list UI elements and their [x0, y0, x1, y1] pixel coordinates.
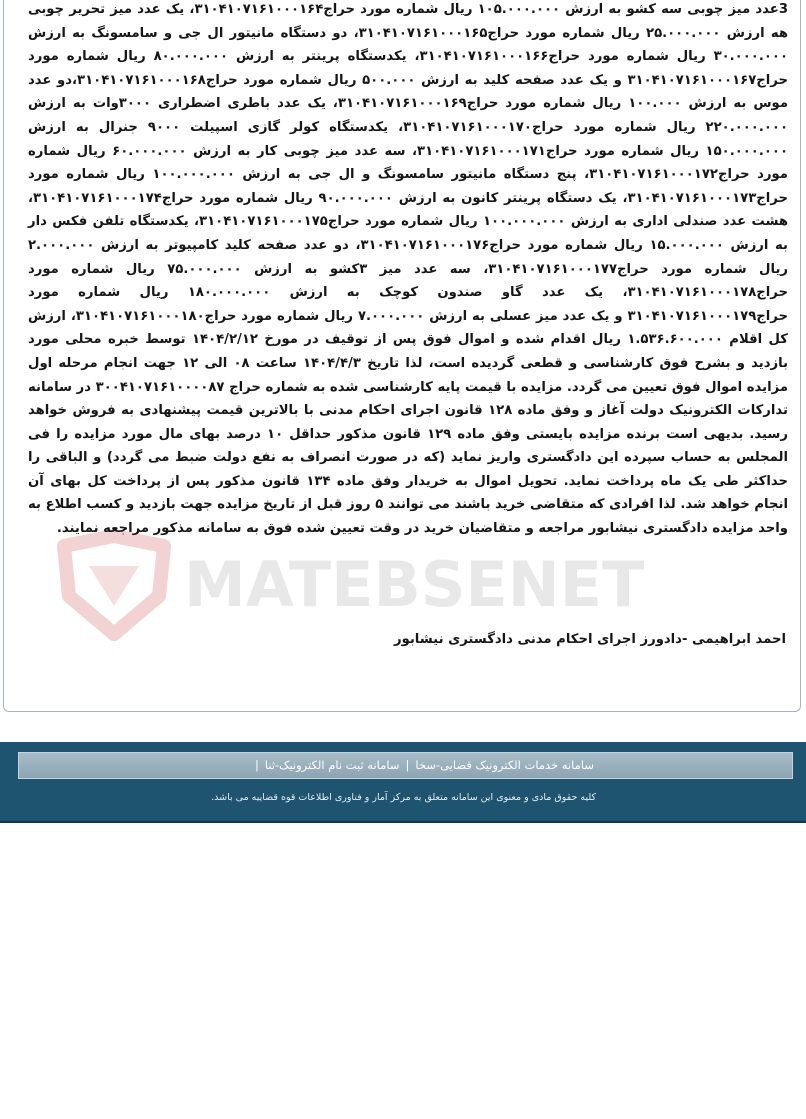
footer-copyright: کلیه حقوق مادی و معنوی این سامانه متعلق به مرکز آمار و فناوری اطلاعات قوه قضاییه می باشد. [211, 792, 596, 803]
footer-separator-end: | [254, 758, 259, 772]
footer-separator: | [405, 758, 410, 772]
watermark-shield-icon [64, 536, 164, 634]
site-footer [0, 742, 806, 823]
notice-body: 3عدد میز چوبی سه کشو به ارزش ۱۰۵.۰۰۰.۰۰۰ ریال شماره مورد حراج۳۱۰۴۱۰۷۱۶۱۰۰۰۱۶۴، یک عدد میز تحریر چوبی هه ارزش ۲۵.۰۰۰.۰۰۰ ریال شماره مورد حراج۳۱۰۴۱۰۷۱۶۱۰۰۰۱۶۵، دو دستگاه مانیتور ال جی و سامسونگ به ارزش ۳۰.۰۰۰.۰۰۰ ریال شماره مورد حراج۳۱۰۴۱۰۷۱۶۱۰۰۰۱۶۶، یکدستگاه پرینتر به ارزش ۸۰.۰۰۰.۰۰۰ ریال شماره مورد حراج۳۱۰۴۱۰۷۱۶۱۰۰۰۱۶۷ و یک عدد صفحه کلید به ارزش ۵۰۰.۰۰۰ ریال شماره مورد حراج۳۱۰۴۱۰۷۱۶۱۰۰۰۱۶۸،دو عدد موس به ارزش ۱۰۰.۰۰۰ ریال شماره مورد حراج۳۱۰۴۱۰۷۱۶۱۰۰۰۱۶۹، یک عدد باطری اضطراری ۳۰۰۰وات به ارزش ۲۲۰.۰۰۰.۰۰۰ ریال شماره مورد حراج۳۱۰۴۱۰۷۱۶۱۰۰۰۱۷۰، یکدستگاه کولر گازی اسپیلت ۹۰۰۰ جنرال به ارزش ۱۵۰.۰۰۰.۰۰۰ ریال شماره مورد حراج۳۱۰۴۱۰۷۱۶۱۰۰۰۱۷۱، سه عدد میز چوبی کار به ارزش ۶۰.۰۰۰.۰۰۰ ریال شماره مورد حراج۳۱۰۴۱۰۷۱۶۱۰۰۰۱۷۲، پنج دستگاه مانیتور سامسونگ و ال جی به ارزش ۱۰۰.۰۰۰.۰۰۰ ریال شماره مورد حراج۳۱۰۴۱۰۷۱۶۱۰۰۰۱۷۳، یک دستگاه پرینتر کانون به ارزش ۹۰.۰۰۰.۰۰۰ ریال شماره مورد حراج۳۱۰۴۱۰۷۱۶۱۰۰۰۱۷۴، هشت عدد صندلی اداری به ارزش ۱۰۰.۰۰۰.۰۰۰ ریال شماره مورد حراج۳۱۰۴۱۰۷۱۶۱۰۰۰۱۷۵، یکدستگاه تلفن فکس دار به ارزش ۱۵.۰۰۰.۰۰۰ ریال شماره مورد حراج۳۱۰۴۱۰۷۱۶۱۰۰۰۱۷۶، دو عدد صفحه کلید کامپیوتر به ارزش ۲.۰۰۰.۰۰۰ ریال شماره مورد حراج۳۱۰۴۱۰۷۱۶۱۰۰۰۱۷۷، سه عدد میز ۳کشو به ارزش ۷۵.۰۰۰.۰۰۰ ریال شماره مورد حراج۳۱۰۴۱۰۷۱۶۱۰۰۰۱۷۸، یک عدد گاو صندون کوچک به ارزش ۱۸۰.۰۰۰.۰۰۰ ریال شماره مورد حراج۳۱۰۴۱۰۷۱۶۱۰۰۰۱۷۹ و یک عدد میز عسلی به ارزش ۷.۰۰۰.۰۰۰ ریال شماره مورد حراج۳۱۰۴۱۰۷۱۶۱۰۰۰۱۸۰، ارزش کل اقلام ۱.۵۳۶.۶۰۰.۰۰۰ ریال اقدام شده و اموال فوق پس از توقیف در مورخ ۱۴۰۴/۲/۱۲ توسط خبره محلی مورد بازدید و بشرح فوق کارشناسی و قطعی گردیده است، لذا تاریخ ۱۴۰۴/۴/۳ ساعت ۰۸ الی ۱۲ جهت انجام مرحله اول مزایده اموال فوق تعیین می گردد. مزایده با قیمت پایه کارشناسی شده به شماره حراج ۳۰۰۴۱۰۷۱۶۱۰۰۰۰۸۷ در سامانه تدارکات الکترونیک دولت آغاز و وفق ماده ۱۲۸ قانون اجرای احکام مدنی با بالاترین قیمت پیشنهادی به فروش خواهد رسید. بدیهی است برنده مزایده بایستی وفق ماده ۱۲۹ قانون مذکور حداقل ۱۰ درصد بهای مال مورد مزایده را فی المجلس به حساب سپرده این دادگستری واریز نماید (که در صورت انصراف به نفع دولت ضبط می گردد) و الباقی را حداکثر طی یک ماه پرداخت نماید. تحویل اموال به خریدار وفق ماده ۱۳۴ قانون مذکور پس از پرداخت کل بهای آن انجام خواهد شد. لذا افرادی که متقاضی خرید باشند می توانند ۵ روز قبل از تاریخ مزایده جهت بازدید و کسب اطلاع به واحد مزایده دادگستری نیشابور مراجعه و متقاضیان خرید در وقت تعیین شده فوق به سامانه مذکور مراجعه نمایند. [28, 2, 789, 537]
footer-link-sakha[interactable]: سامانه خدمات الکترونیک قضایی-سخا [415, 758, 594, 772]
footer-links-bar [18, 752, 793, 779]
notice-panel [3, 0, 801, 712]
notice-signature: احمد ابراهیمی -دادورز اجرای احکام مدنی دادگستری نیشابور [394, 632, 786, 647]
footer-link-sana[interactable]: سامانه ثبت نام الکترونیک-ثنا [264, 758, 400, 772]
watermark-text: MATEBSENET [184, 548, 644, 621]
